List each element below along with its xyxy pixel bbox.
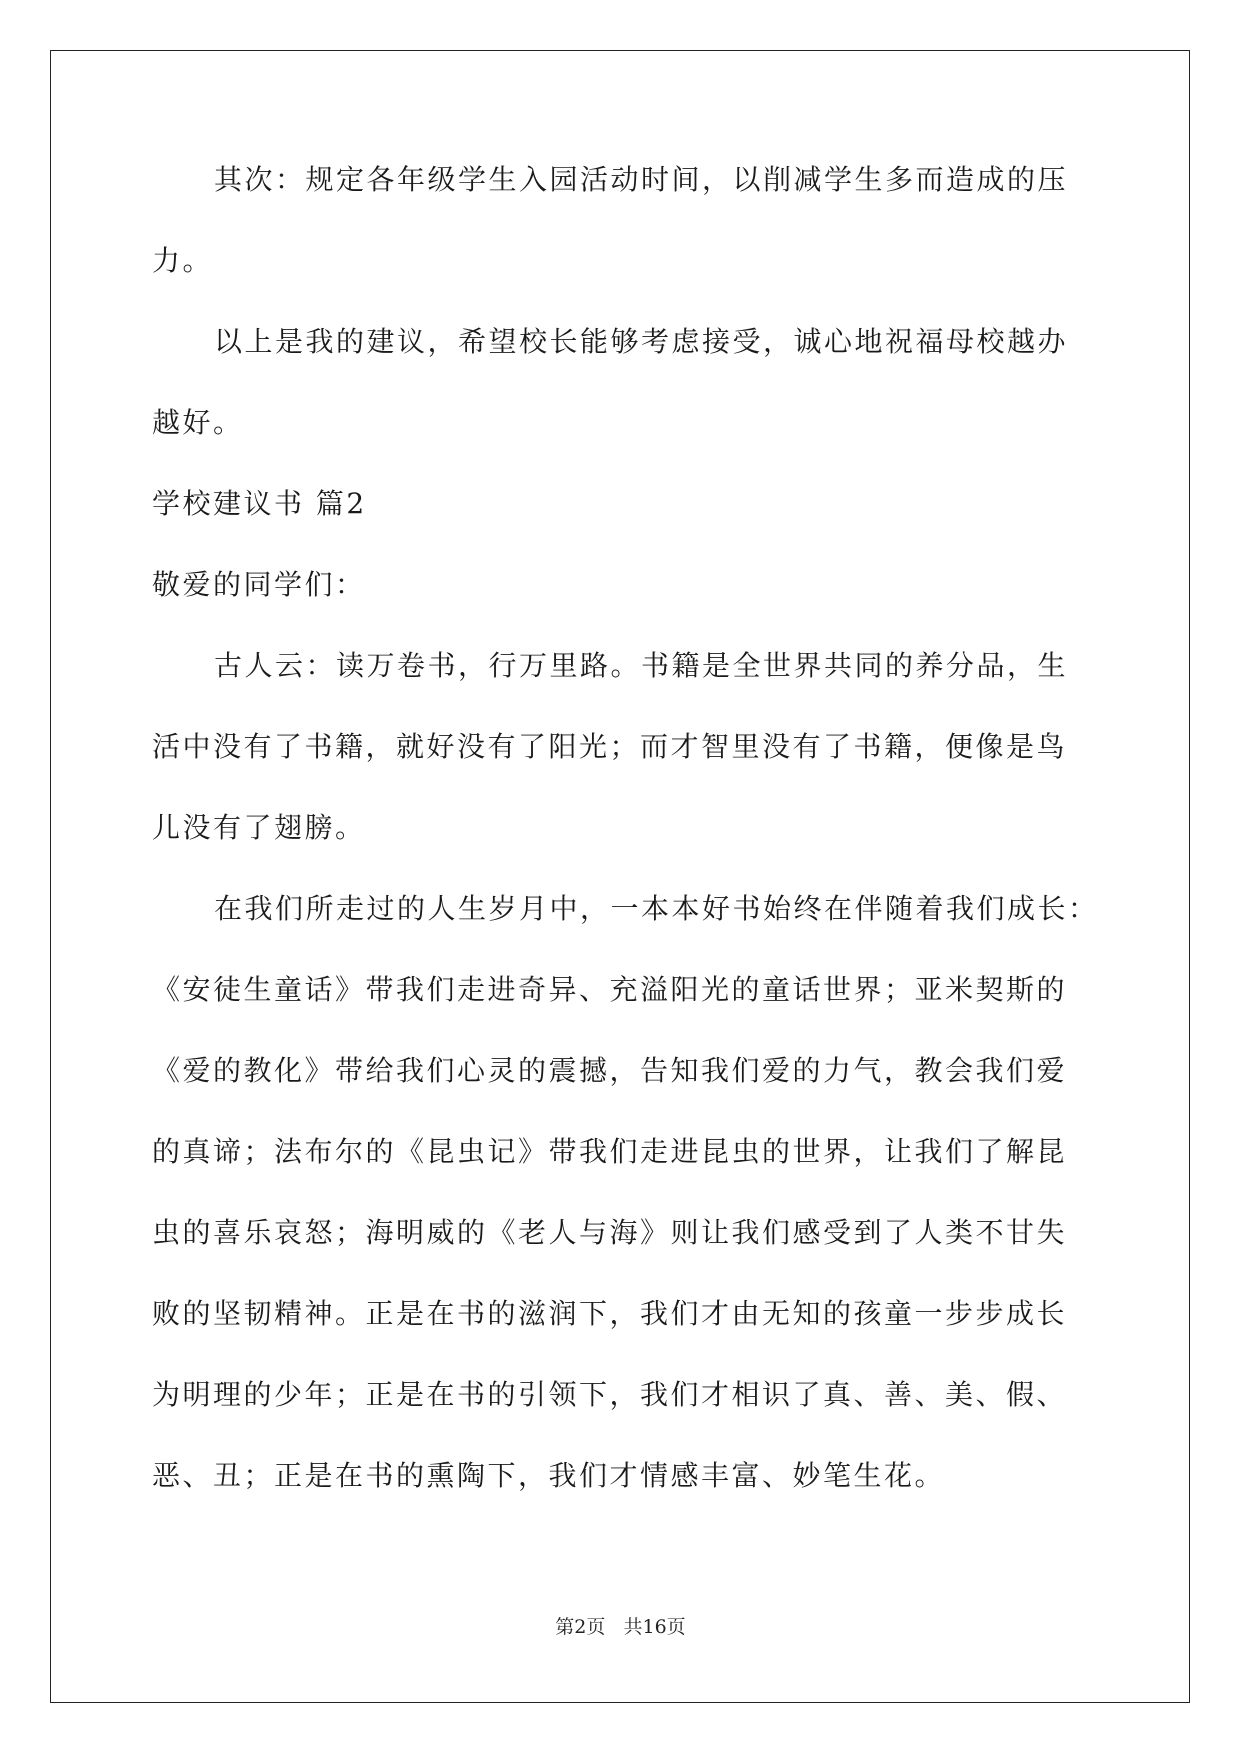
- paragraph-line: 越好。: [152, 406, 244, 439]
- paragraph-line: 的真谛；法布尔的《昆虫记》带我们走进昆虫的世界，让我们了解昆: [152, 1135, 1068, 1168]
- paragraph-line: 《爱的教化》带给我们心灵的震撼，告知我们爱的力气，教会我们爱: [152, 1054, 1068, 1087]
- paragraph-line: 恶、丑；正是在书的熏陶下，我们才情感丰富、妙笔生花。: [152, 1459, 946, 1492]
- paragraph-line: 《安徒生童话》带我们走进奇异、充溢阳光的童话世界；亚米契斯的: [152, 973, 1068, 1006]
- paragraph-line: 活中没有了书籍，就好没有了阳光；而才智里没有了书籍，便像是鸟: [152, 730, 1068, 763]
- paragraph-line: 古人云：读万卷书，行万里路。书籍是全世界共同的养分品，生: [214, 649, 1069, 682]
- paragraph-line: 力。: [152, 244, 214, 277]
- paragraph-line: 以上是我的建议，希望校长能够考虑接受，诚心地祝福母校越办: [214, 325, 1069, 358]
- section-heading: 学校建议书 篇2: [152, 487, 367, 520]
- salutation: 敬爱的同学们：: [152, 568, 366, 601]
- paragraph-line: 其次：规定各年级学生入园活动时间，以削减学生多而造成的压: [214, 163, 1069, 196]
- paragraph-line: 败的坚韧精神。正是在书的滋润下，我们才由无知的孩童一步步成长: [152, 1297, 1068, 1330]
- document-body: [152, 160, 1099, 1537]
- page-number-footer: 第2页 共16页: [555, 1616, 686, 1638]
- paragraph-line: 儿没有了翅膀。: [152, 811, 366, 844]
- paragraph-line: 在我们所走过的人生岁月中，一本本好书始终在伴随着我们成长：: [214, 892, 1099, 925]
- paragraph-line: 为明理的少年；正是在书的引领下，我们才相识了真、善、美、假、: [152, 1378, 1068, 1411]
- paragraph-line: 虫的喜乐哀怒；海明威的《老人与海》则让我们感受到了人类不甘失: [152, 1216, 1068, 1249]
